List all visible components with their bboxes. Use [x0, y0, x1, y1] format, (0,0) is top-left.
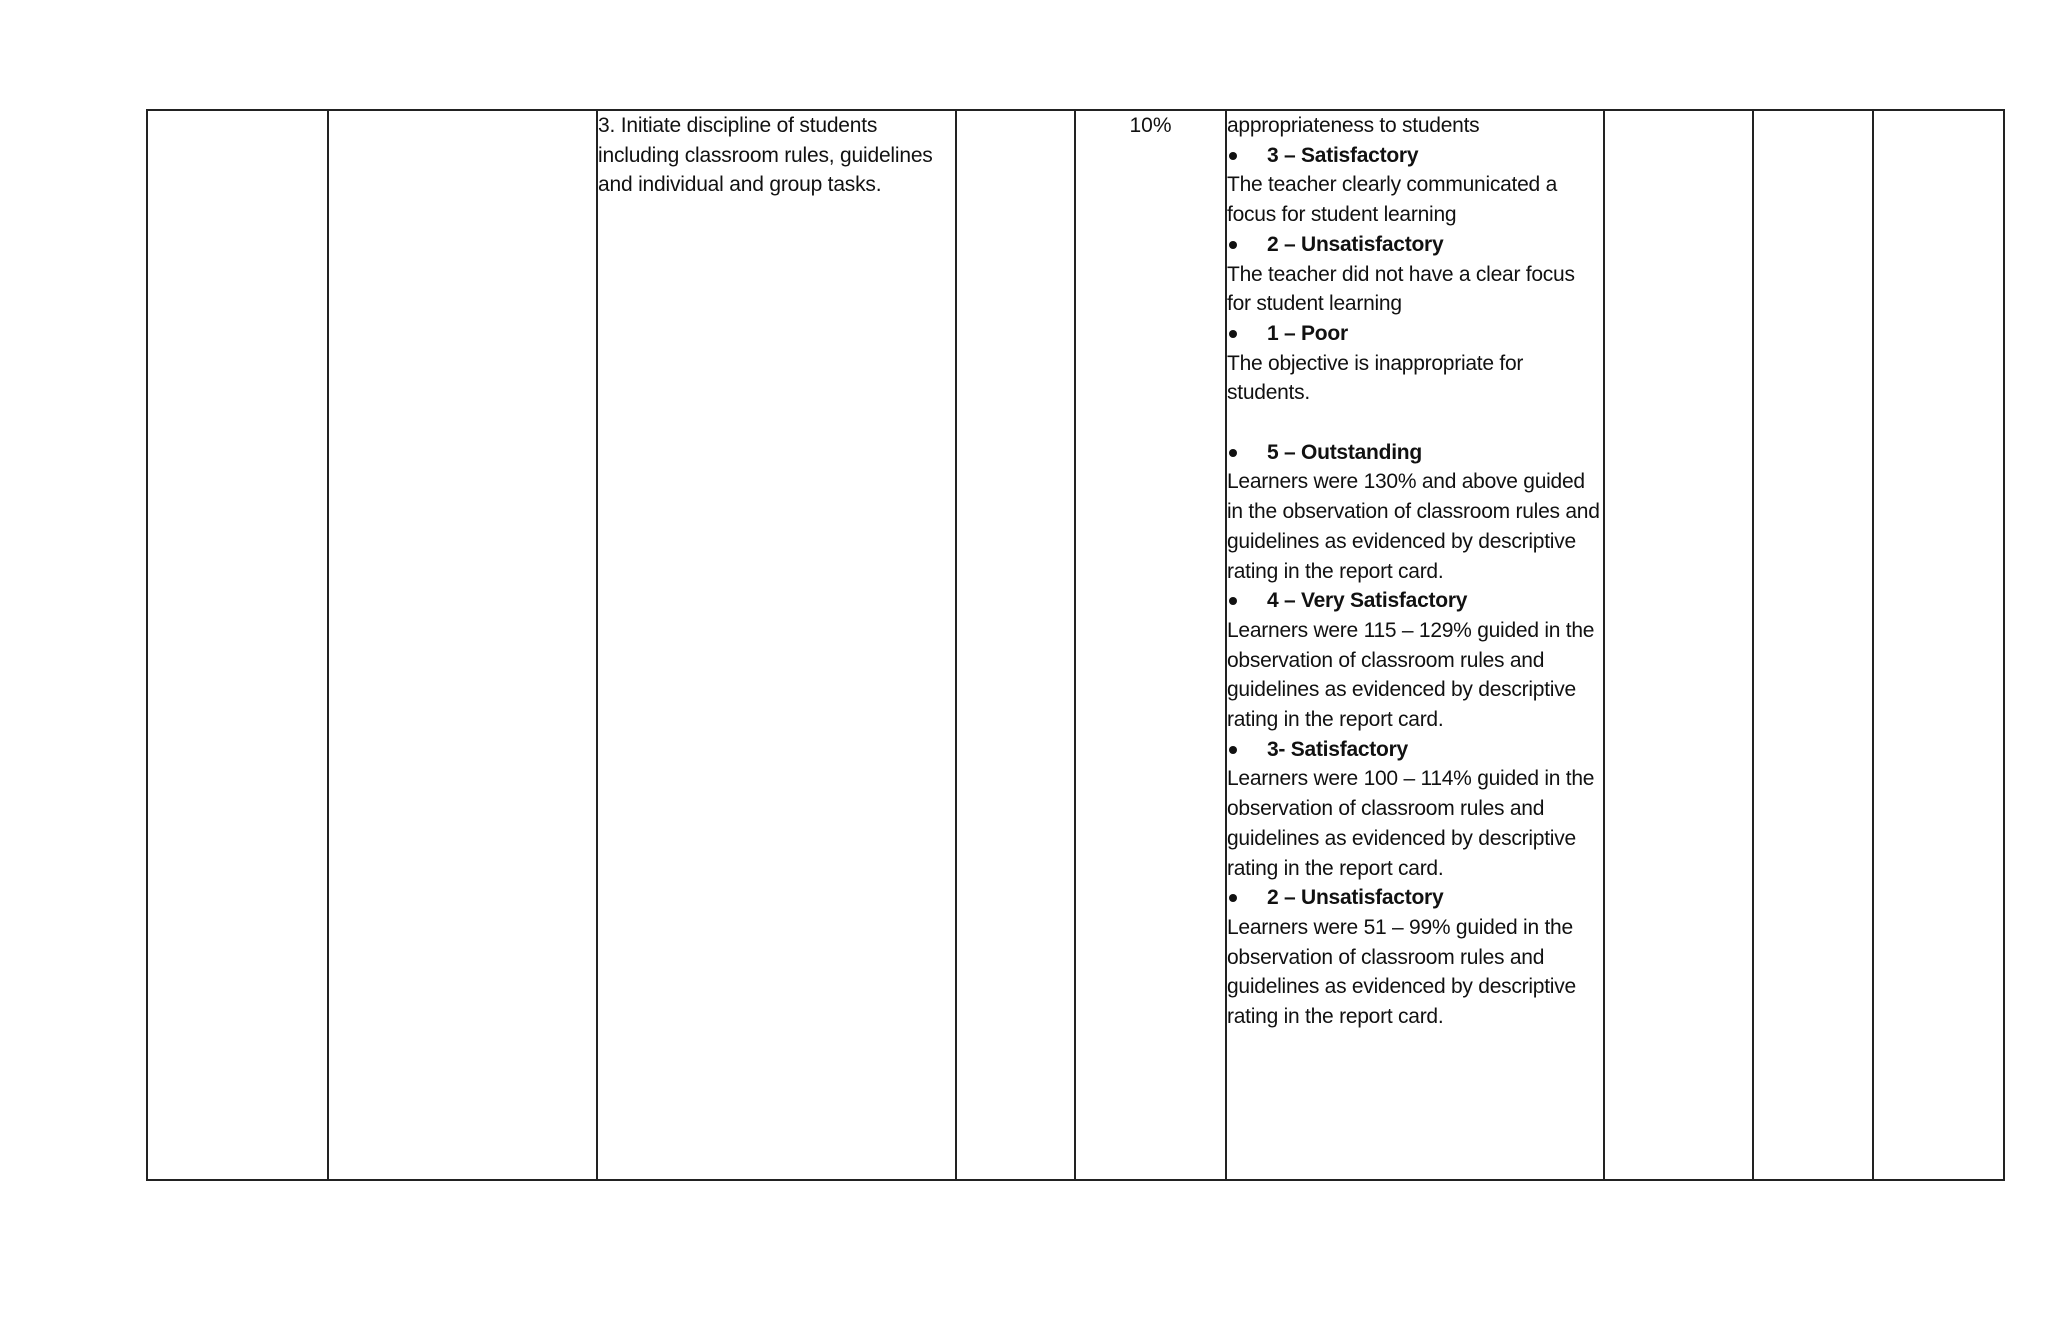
rubric-level-label: [1227, 735, 1603, 765]
rubric-level-desc: The teacher did not have a clear focus for student learning: [1227, 262, 1575, 316]
objective-cell: [597, 110, 956, 1180]
bullet-icon: [1229, 152, 1237, 160]
level-label-text: 2 – Unsatisfactory: [1267, 232, 1444, 256]
bullet-icon: [1229, 894, 1237, 902]
rubric-level-desc: The objective is inappropriate for students.: [1227, 351, 1524, 405]
weight-value: 10%: [1129, 114, 1172, 137]
level-label-text: 3- Satisfactory: [1267, 737, 1408, 761]
bullet-icon: [1229, 241, 1237, 249]
rubric-level-desc: Learners were 51 – 99% guided in the observation of classroom rules and guidelines as evidenced by descriptive rating in the report card.: [1227, 915, 1576, 1029]
level-label-text: 2 – Unsatisfactory: [1267, 886, 1444, 910]
empty-cell-4: [956, 110, 1075, 1180]
level-label-text: 1 – Poor: [1267, 321, 1348, 345]
rubric-level-desc: Learners were 115 – 129% guided in the observation of classroom rules and guidelines as evidenced by descriptive rating in the report card.: [1227, 618, 1595, 732]
rubric-level-label: [1227, 586, 1603, 616]
level-label-text: 5 – Outstanding: [1267, 440, 1422, 464]
weight-cell: [1075, 110, 1226, 1180]
bullet-icon: [1229, 330, 1237, 338]
rubric-level-label: [1227, 141, 1603, 171]
bullet-icon: [1229, 597, 1237, 605]
rubric-level-label: [1227, 438, 1603, 468]
level-label-text: 4 – Very Satisfactory: [1267, 589, 1468, 613]
rubric-level-desc: Learners were 100 – 114% guided in the observation of classroom rules and guidelines as evidenced by descriptive rating in the report card.: [1227, 767, 1595, 880]
empty-cell-9: [1873, 110, 2004, 1180]
empty-cell-8: [1753, 110, 1873, 1180]
rubric-level-label: [1227, 230, 1603, 260]
empty-cell-7: [1604, 110, 1753, 1180]
rubric-level-desc: The teacher clearly communicated a focus for student learning: [1227, 173, 1557, 227]
objective-text: 3. Initiate discipline of students including classroom rules, guidelines and individual and group tasks.: [598, 114, 933, 196]
rating-table: [146, 109, 2005, 1181]
bullet-icon: [1229, 449, 1237, 457]
rubric-level-label: [1227, 319, 1603, 349]
level-label-text: 3 – Satisfactory: [1267, 143, 1419, 167]
rubric-level-desc: Learners were 130% and above guided in the observation of classroom rules and guidelines as evidenced by descriptive rating in the report card.: [1227, 470, 1600, 583]
rubric-level-label: [1227, 883, 1603, 913]
rubric-cell: [1226, 110, 1604, 1180]
rubric-spacer: [1227, 408, 1603, 438]
empty-cell-1: [147, 110, 328, 1180]
empty-cell-2: [328, 110, 597, 1180]
rubric-continued-text: appropriateness to students: [1227, 114, 1480, 137]
bullet-icon: [1229, 746, 1237, 754]
table-row: [147, 110, 2004, 1180]
